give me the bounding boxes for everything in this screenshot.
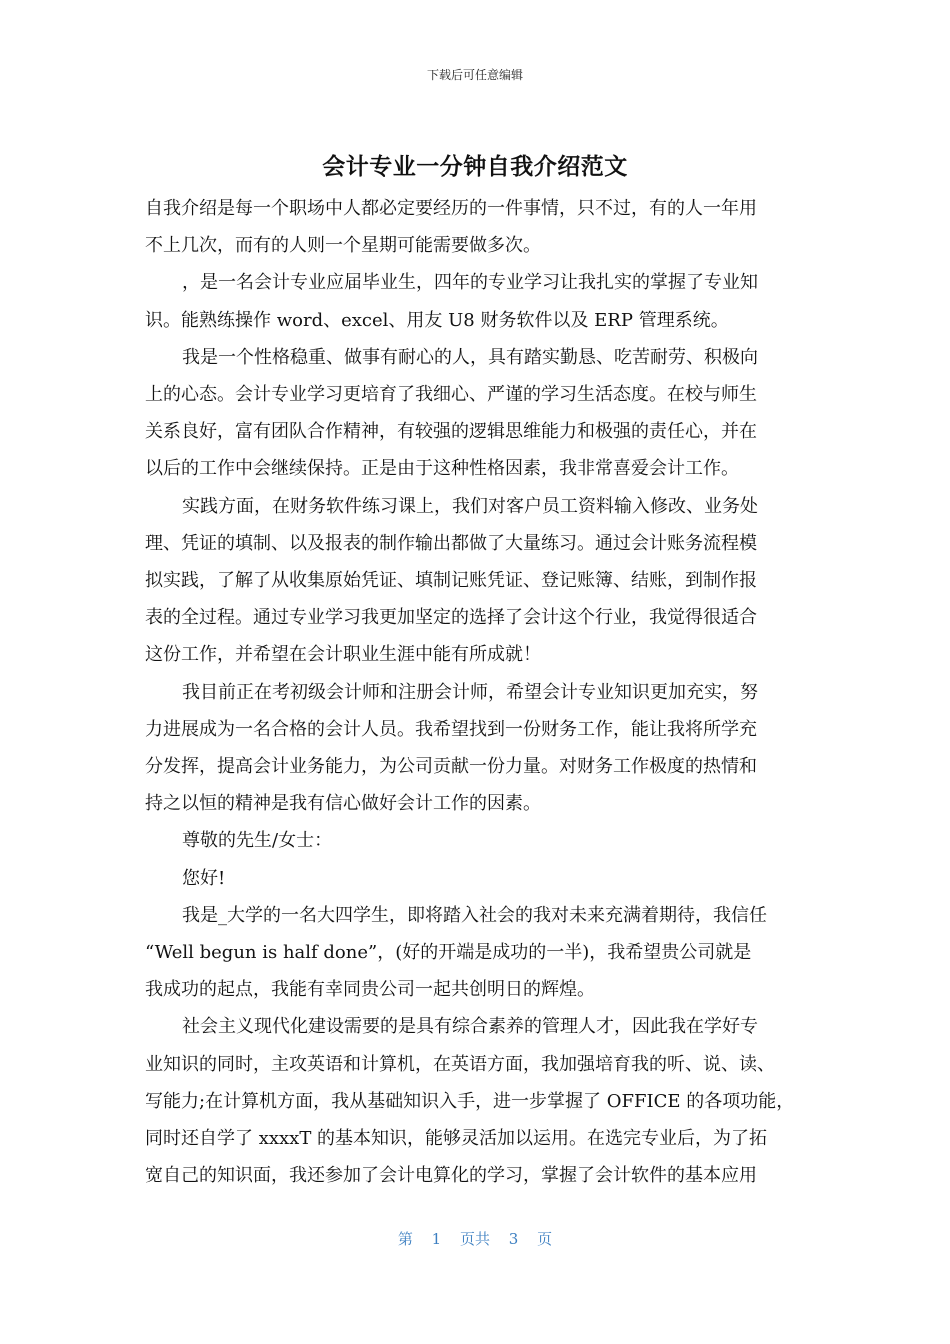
text-line: 社会主义现代化建设需要的是具有综合素养的管理人才，因此我在学好专 xyxy=(182,1016,758,1038)
text-line: 您好! xyxy=(182,867,226,889)
page-footer xyxy=(0,1228,950,1249)
text-line: 自我介绍是每一个职场中人都必定要经历的一件事情，只不过，有的人一年用 xyxy=(145,198,757,219)
header-note: 下载后可任意编辑 xyxy=(426,68,523,82)
document-body xyxy=(145,190,815,1194)
text-line: 识。能熟练操作 word、excel、用友 U8 财务软件以及 ERP 管理系统。 xyxy=(145,309,729,331)
text-line: 宽自己的知识面，我还参加了会计电算化的学习，掌握了会计软件的基本应用 xyxy=(145,1165,757,1187)
text-line: 分发挥，提高会计业务能力，为公司贡献一份力量。对财务工作极度的热情和 xyxy=(145,756,757,778)
text-line: 力进展成为一名合格的会计人员。我希望找到一份财务工作，能让我将所学充 xyxy=(145,718,757,740)
text-line: 以后的工作中会继续保持。正是由于这种性格因素，我非常喜爱会计工作。 xyxy=(145,458,739,480)
text-line: 实践方面，在财务软件练习课上，我们对客户员工资料输入修改、业务处 xyxy=(182,495,758,517)
text-line: 拟实践，了解了从收集原始凭证、填制记账凭证、登记账簿、结账，到制作报 xyxy=(145,570,757,592)
text-line: 理、凭证的填制、以及报表的制作输出都做了大量练习。通过会计账务流程模 xyxy=(145,532,757,554)
text-line: 业知识的同时，主攻英语和计算机，在英语方面，我加强培育我的听、说、读、 xyxy=(145,1053,775,1075)
text-line: 我成功的起点，我能有幸同贵公司一起共创明日的辉煌。 xyxy=(145,979,595,1001)
document-title: 会计专业一分钟自我介绍范文 xyxy=(322,154,628,180)
footer-total-pages: 3 xyxy=(508,1230,519,1248)
text-line: 持之以恒的精神是我有信心做好会计工作的因素。 xyxy=(145,793,541,815)
text-line: 我目前正在考初级会计师和注册会计师，希望会计专业知识更加充实，努 xyxy=(182,681,758,703)
text-line: 我是_大学的一名大四学生，即将踏入社会的我对未来充满着期待，我信任 xyxy=(182,904,767,926)
footer-page-number: 1 xyxy=(431,1230,442,1248)
text-line: 表的全过程。通过专业学习我更加坚定的选择了会计这个行业，我觉得很适合 xyxy=(145,607,757,629)
text-line: 写能力;在计算机方面，我从基础知识入手，进一步掌握了 OFFICE 的各项功能， xyxy=(145,1090,795,1112)
text-line: 我是一个性格稳重、做事有耐心的人，具有踏实勤恳、吃苦耐劳、积极向 xyxy=(182,346,758,368)
text-line: 这份工作，并希望在会计职业生涯中能有所成就！ xyxy=(145,644,541,666)
footer-prefix: 第 xyxy=(397,1230,413,1248)
text-line: 尊敬的先生/女士： xyxy=(182,830,333,852)
footer-suffix: 页 xyxy=(537,1230,553,1248)
text-line: ，是一名会计专业应届毕业生，四年的专业学习让我扎实的掌握了专业知 xyxy=(182,272,758,294)
text-line: 不上几次，而有的人则一个星期可能需要做多次。 xyxy=(145,235,541,257)
text-line: 关系良好，富有团队合作精神，有较强的逻辑思维能力和极强的责任心，并在 xyxy=(145,421,757,443)
footer-middle: 页共 xyxy=(459,1230,490,1248)
text-line: “Well begun is half done”，(好的开端是成功的一半)，我希望贵公司就是 xyxy=(145,942,752,964)
text-line: 同时还自学了 xxxxT 的基本知识，能够灵活加以运用。在选完专业后，为了拓 xyxy=(145,1128,768,1150)
text-line: 上的心态。会计专业学习更培育了我细心、严谨的学习生活态度。在校与师生 xyxy=(145,384,757,406)
